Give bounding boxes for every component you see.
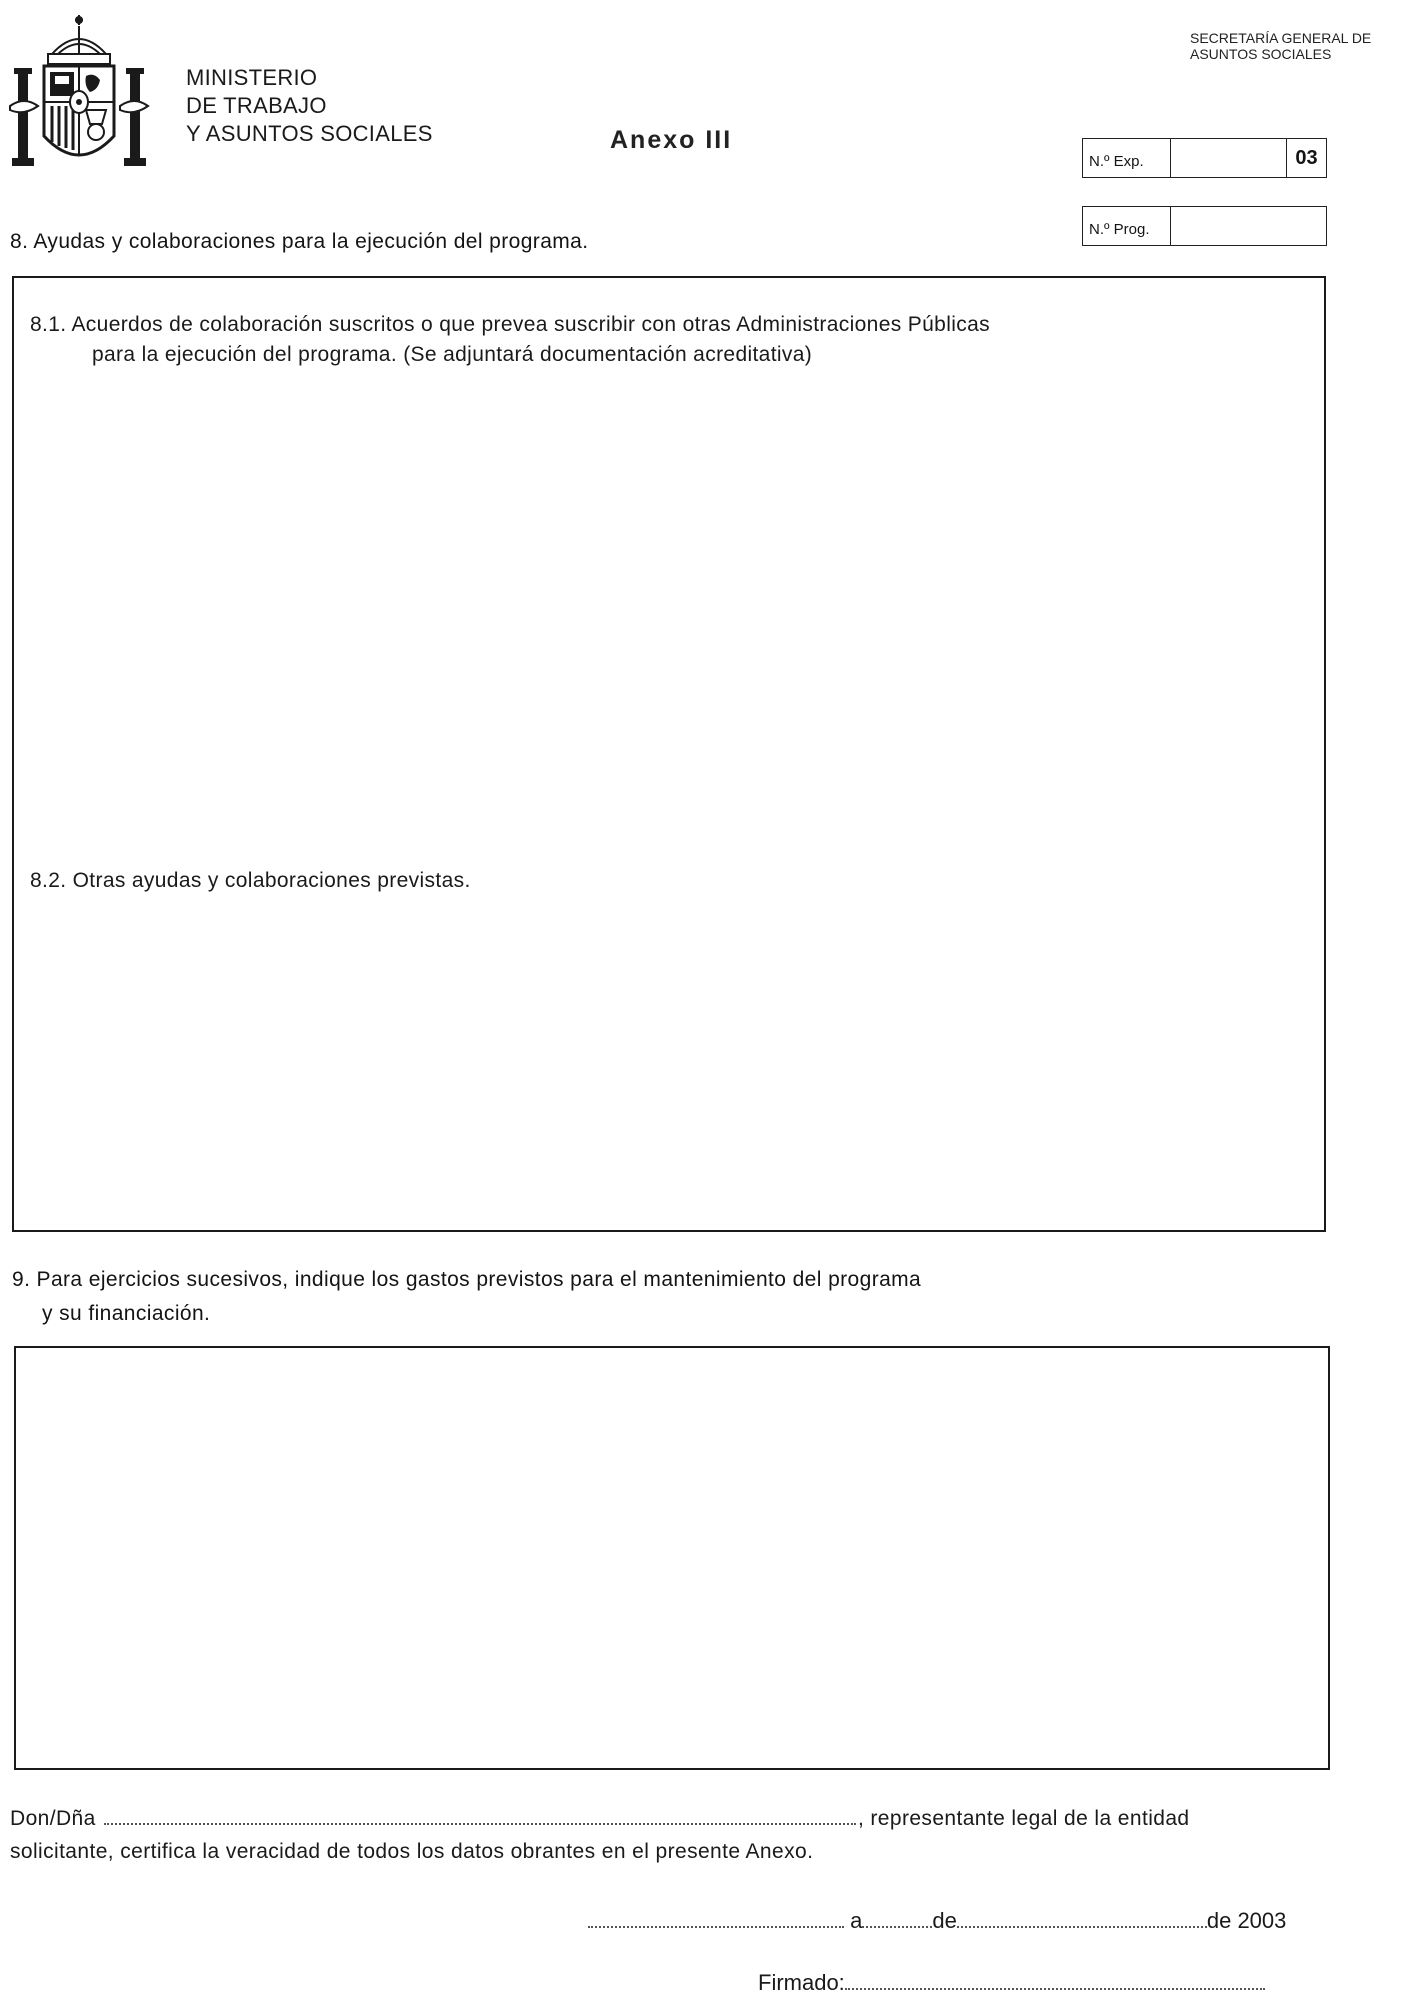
annex-title: Anexo III (610, 126, 733, 154)
section-9-frame[interactable] (14, 1346, 1330, 1770)
day-field[interactable] (862, 1912, 932, 1928)
signature-field[interactable] (845, 1974, 1265, 1990)
section-8-frame[interactable] (12, 276, 1326, 1232)
programa-label: N.º Prog. (1083, 207, 1171, 245)
expediente-code: 03 (1286, 139, 1326, 177)
ministry-line-3: Y ASUNTOS SOCIALES (186, 121, 433, 146)
secretaria-line-1: SECRETARÍA GENERAL DE (1190, 30, 1372, 46)
section-9-heading-line-1: 9. Para ejercicios sucesivos, indique los gastos previstos para el mantenimiento del programa (12, 1268, 922, 1291)
item-8-1-line-2: para la ejecución del programa. (Se adjuntará documentación acreditativa) (92, 343, 813, 366)
secretaria-heading (1190, 30, 1371, 62)
coat-of-arms-logo (4, 6, 154, 176)
date-line (588, 1908, 1286, 1934)
expediente-label: N.º Exp. (1083, 139, 1171, 177)
month-field[interactable] (957, 1912, 1207, 1928)
section-8-heading: 8. Ayudas y colaboraciones para la ejecución del programa. (10, 230, 589, 253)
ministry-name (186, 64, 433, 148)
item-8-1-line-1: 8.1. Acuerdos de colaboración suscritos o que prevea suscribir con otras Administraciones Públicas (30, 313, 990, 336)
place-field[interactable] (588, 1912, 844, 1928)
representative-name-field[interactable] (104, 1809, 856, 1825)
expediente-box (1082, 138, 1327, 178)
don-label: Don/Dña (10, 1807, 96, 1830)
programa-box (1082, 206, 1327, 246)
signature-line (758, 1970, 1265, 1996)
section-9-heading-line-2: y su financiación. (42, 1302, 211, 1325)
date-a-label: a (850, 1908, 863, 1933)
date-year-label: de 2003 (1206, 1908, 1287, 1933)
representante-text: , representante legal de la entidad (857, 1807, 1190, 1830)
ministry-line-1: MINISTERIO (186, 65, 318, 90)
date-de-label: de (932, 1908, 957, 1933)
certification-text (10, 1802, 1310, 1868)
item-8-2: 8.2. Otras ayudas y colaboraciones previstas. (30, 869, 471, 892)
ministry-line-2: DE TRABAJO (186, 93, 327, 118)
secretaria-line-2: ASUNTOS SOCIALES (1190, 46, 1332, 62)
certification-line-2: solicitante, certifica la veracidad de todos los datos obrantes en el presente Anexo. (10, 1840, 814, 1863)
programa-field[interactable] (1171, 207, 1326, 245)
signed-label: Firmado: (758, 1970, 845, 1995)
expediente-field[interactable] (1171, 139, 1286, 177)
